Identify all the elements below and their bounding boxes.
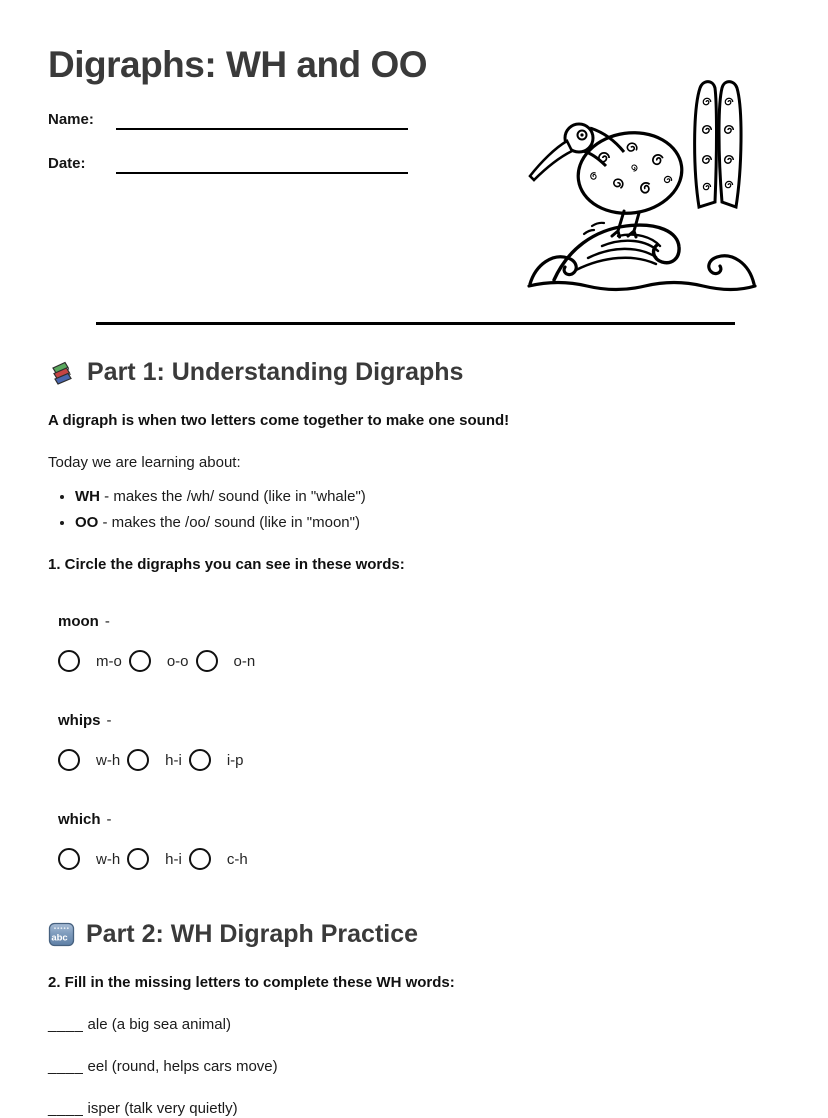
option-moon-3: o-n bbox=[196, 650, 256, 672]
options-row-which bbox=[58, 848, 780, 870]
books-icon bbox=[48, 359, 76, 387]
option-moon-1: m-o bbox=[58, 650, 122, 672]
option-circle[interactable] bbox=[127, 848, 149, 870]
page-title: Digraphs: WH and OO bbox=[48, 44, 427, 85]
question-1: 1. Circle the digraphs you can see in these words: bbox=[48, 556, 405, 573]
option-circle[interactable] bbox=[58, 848, 80, 870]
option-moon-2: o-o bbox=[129, 650, 189, 672]
options-row-whips bbox=[58, 749, 780, 771]
abc-icon bbox=[48, 921, 75, 948]
option-circle[interactable] bbox=[127, 749, 149, 771]
option-whips-3: i-p bbox=[189, 749, 244, 771]
digraph-definition: A digraph is when two letters come together to make one sound! bbox=[48, 412, 510, 429]
svg-text:abc: abc bbox=[51, 932, 68, 944]
bullet-wh: • WH - makes the /wh/ sound (like in "whale") bbox=[75, 488, 780, 505]
circle-exercise bbox=[58, 613, 780, 870]
section-divider bbox=[96, 322, 735, 325]
question-2: 2. Fill in the missing letters to complete these WH words: bbox=[48, 974, 455, 991]
option-circle[interactable] bbox=[189, 848, 211, 870]
part2-heading-text: Part 2: WH Digraph Practice bbox=[86, 920, 419, 948]
option-circle[interactable] bbox=[189, 749, 211, 771]
name-label: Name: bbox=[48, 111, 94, 128]
option-which-2: h-i bbox=[127, 848, 182, 870]
option-whips-2: h-i bbox=[127, 749, 182, 771]
option-circle[interactable] bbox=[129, 650, 151, 672]
option-whips-1: w-h bbox=[58, 749, 120, 771]
option-which-1: w-h bbox=[58, 848, 120, 870]
digraph-bullet-list bbox=[48, 488, 780, 531]
bullet-oo: • OO - makes the /oo/ sound (like in "moon") bbox=[75, 514, 780, 531]
fill-blank[interactable]: ____ bbox=[48, 1058, 84, 1075]
options-row-moon bbox=[58, 650, 780, 672]
word-which: which - bbox=[58, 811, 112, 828]
word-whips: whips - bbox=[58, 712, 112, 729]
date-field-row bbox=[48, 154, 408, 174]
option-circle[interactable] bbox=[58, 650, 80, 672]
part1-heading-text: Part 1: Understanding Digraphs bbox=[87, 358, 464, 386]
fill-item-whale: ____ ale (a big sea animal) bbox=[48, 1016, 231, 1033]
fill-blank[interactable]: ____ bbox=[48, 1016, 84, 1033]
date-label: Date: bbox=[48, 155, 86, 172]
date-line[interactable] bbox=[116, 154, 408, 174]
option-circle[interactable] bbox=[196, 650, 218, 672]
fill-item-whisper: ____ isper (talk very quietly) bbox=[48, 1100, 238, 1117]
learning-intro: Today we are learning about: bbox=[48, 454, 241, 471]
word-moon: moon - bbox=[58, 613, 110, 630]
fill-item-wheel: ____ eel (round, helps cars move) bbox=[48, 1058, 278, 1075]
option-circle[interactable] bbox=[58, 749, 80, 771]
option-which-3: c-h bbox=[189, 848, 248, 870]
fill-blank[interactable]: ____ bbox=[48, 1100, 84, 1117]
name-field-row bbox=[48, 110, 408, 130]
kiwi-illustration bbox=[526, 74, 758, 301]
part2-heading bbox=[48, 920, 780, 949]
part1-heading bbox=[48, 358, 780, 387]
name-line[interactable] bbox=[116, 110, 408, 130]
